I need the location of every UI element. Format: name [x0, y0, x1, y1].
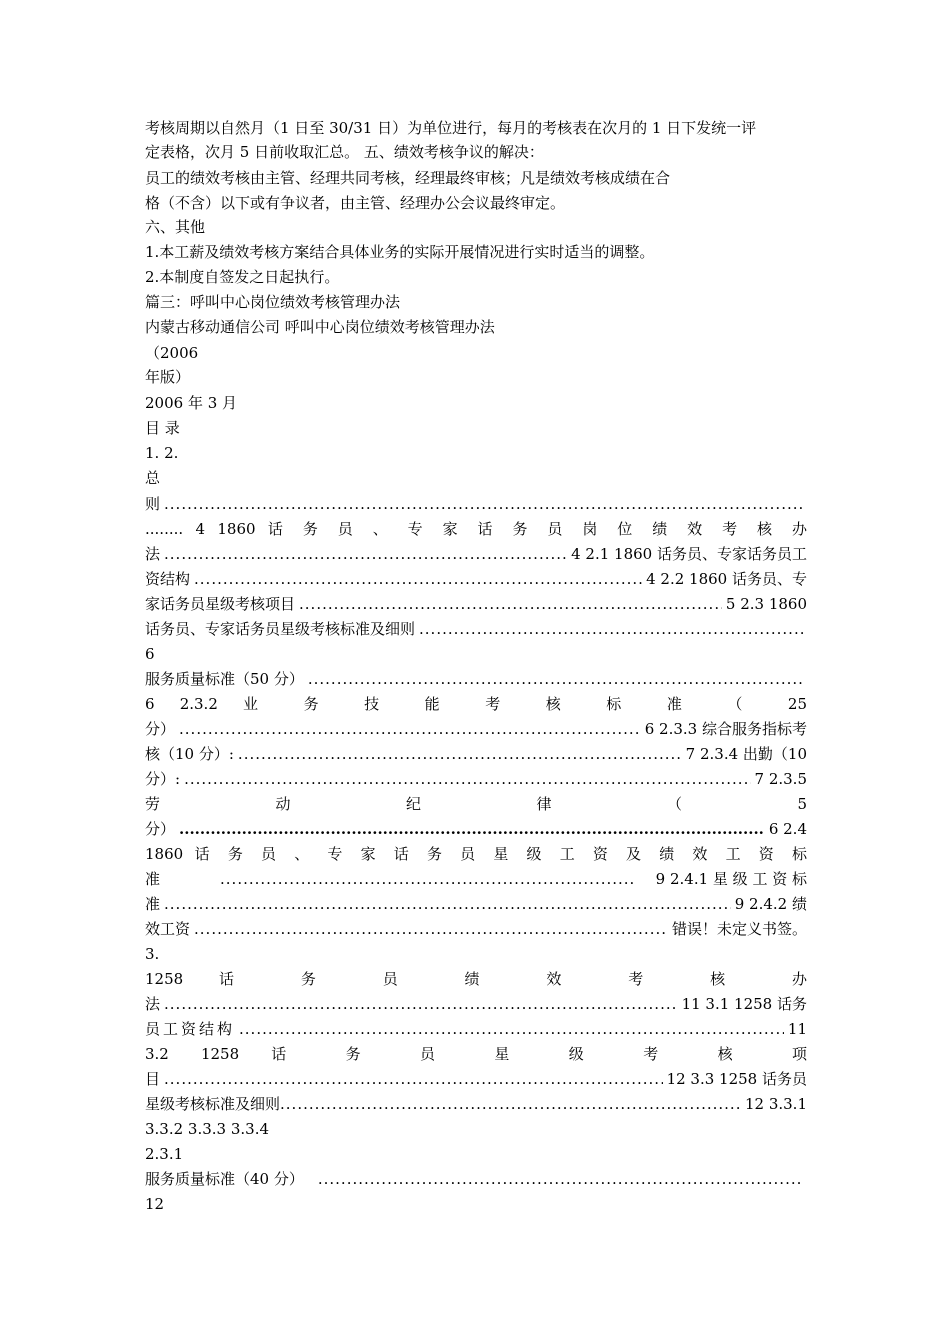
toc-numbers: 1. 2.: [145, 444, 179, 462]
toc-leader: [164, 894, 731, 914]
toc-line: 6: [145, 645, 155, 663]
toc-line: 准 ..... 9 2.4.2 绩: [145, 894, 807, 914]
toc-line: 2.3.1: [145, 1145, 184, 1163]
toc-line: 法 ..... 11 3.1 1258 话务: [145, 994, 807, 1014]
toc-leader: [239, 1019, 784, 1039]
toc-leader: [220, 869, 636, 889]
toc-line: 话务员、专家话务员星级考核标准及细则 .....: [145, 619, 807, 639]
toc-line: 1860 话 务 员 、 专 家 话 务 员 星 级 工 资 及 绩 效 工 资 标: [145, 845, 807, 863]
toc-line: 分）: ..... 7 2.3.5: [145, 769, 807, 789]
text-line: 六、其他: [145, 218, 206, 236]
toc-leader: [238, 744, 682, 764]
toc-leader: [308, 669, 803, 689]
doc-date: 2006 年 3 月: [145, 394, 238, 412]
toc-line: 法 ..... 4 2.1 1860 话务员、专家话务员工: [145, 544, 807, 564]
toc-line: 效工资 ..... 错误！未定义书签。: [145, 919, 807, 939]
section-heading: 篇三：呼叫中心岗位绩效考核管理办法: [145, 293, 401, 311]
toc-line: 准 ..... 9 2.4.1 星 级 工 资 标: [145, 869, 807, 889]
doc-edition-line: 年版）: [145, 368, 191, 386]
doc-title: 内蒙古移动通信公司 呼叫中心岗位绩效考核管理办法: [145, 318, 495, 336]
toc-line: 3.3.2 3.3.3 3.3.4: [145, 1120, 270, 1138]
toc-line: 12: [145, 1195, 165, 1213]
toc-leader: [164, 494, 803, 514]
toc-line: 服务质量标准（40 分） .....: [145, 1169, 807, 1189]
toc-leader: [299, 594, 722, 614]
toc-leader: [179, 719, 641, 739]
text-line: 定表格，次月 5 日前收取汇总。 五、绩效考核争议的解决：: [145, 143, 544, 161]
text-line: 2.本制度自签发之日起执行。: [145, 268, 340, 286]
toc-leader: [318, 1169, 803, 1189]
toc-line: 劳 动 纪 律 （ 5: [145, 795, 807, 813]
toc-leader: [179, 819, 765, 839]
toc-leader: [194, 569, 642, 589]
text-line: 1.本工薪及绩效考核方案结合具体业务的实际开展情况进行实时适当的调整。: [145, 243, 655, 261]
toc-line: 则 .....: [145, 494, 807, 514]
doc-year-line: （2006: [145, 344, 199, 362]
toc-line: 3.2 1258 话 务 员 星 级 考 核 项: [145, 1045, 807, 1063]
toc-line: 6 2.3.2 业 务 技 能 考 核 标 准 （ 25: [145, 695, 807, 713]
toc-line: 分） ..... 6 2.4: [145, 819, 807, 839]
toc-text: 总: [145, 469, 161, 487]
toc-line: 3.: [145, 945, 160, 963]
toc-leader: [164, 544, 567, 564]
toc-leader: [164, 1069, 663, 1089]
toc-line: 资结构 ..... 4 2.2 1860 话务员、专: [145, 569, 807, 589]
toc-line: ........ 4 1860 话 务 员 、 专 家 话 务 员 岗 位 绩 效 考 核 办: [145, 520, 807, 538]
toc-line: 1258 话 务 员 绩 效 考 核 办: [145, 970, 807, 988]
toc-leader: [280, 1094, 741, 1114]
toc-line: 星级考核标准及细则 ..... 12 3.3.1: [145, 1094, 807, 1114]
text-line: 格（不含）以下或有争议者，由主管、经理办公会议最终审定。: [145, 194, 566, 212]
toc-line: 分） ..... 6 2.3.3 综合服务指标考: [145, 719, 807, 739]
toc-line: 目 ..... 12 3.3 1258 话务员: [145, 1069, 807, 1089]
text-line: 员工的绩效考核由主管、经理共同考核，经理最终审核；凡是绩效考核成绩在合: [145, 169, 671, 187]
toc-leader: [419, 619, 803, 639]
toc-line: 家话务员星级考核项目 ..... 5 2.3 1860: [145, 594, 807, 614]
toc-heading: 目 录: [145, 419, 180, 437]
toc-line: 核（10 分）: ..... 7 2.3.4 出勤（10: [145, 744, 807, 764]
toc-leader: [184, 769, 750, 789]
toc-line: 服务质量标准（50 分） .....: [145, 669, 807, 689]
toc-line: 员工资结构 ..... 11: [145, 1019, 807, 1039]
toc-leader: [194, 919, 668, 939]
text-line: 考核周期以自然月（1 日至 30/31 日）为单位进行，每月的考核表在次月的 1 日下发统一评: [145, 119, 757, 137]
toc-leader: [164, 994, 678, 1014]
